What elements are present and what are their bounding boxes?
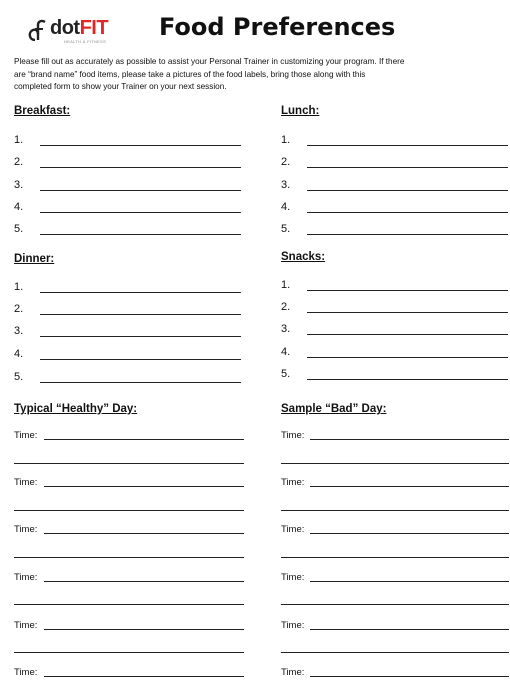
item-number: 1. [281, 279, 291, 291]
item-number: 4. [14, 348, 24, 360]
item-number: 5. [281, 368, 291, 380]
time-label: Time: [14, 477, 38, 488]
write-line[interactable] [307, 312, 508, 313]
time-line[interactable] [310, 581, 509, 582]
write-line[interactable] [40, 234, 241, 235]
write-line[interactable] [40, 359, 241, 360]
dinner-item-4[interactable] [14, 348, 242, 364]
time-label: Time: [281, 524, 305, 535]
write-line[interactable] [40, 145, 241, 146]
write-line[interactable] [307, 334, 508, 335]
item-number: 5. [14, 223, 24, 235]
time-line[interactable] [44, 439, 244, 440]
time-line[interactable] [310, 629, 509, 630]
lunch-item-3[interactable] [281, 179, 509, 195]
time-label: Time: [14, 430, 38, 441]
notes-line[interactable] [14, 463, 244, 464]
breakfast-item-3[interactable] [14, 179, 242, 195]
intro-paragraph [14, 56, 502, 94]
snacks-item-5[interactable] [281, 368, 509, 384]
healthy-time-row-1[interactable] [14, 430, 244, 444]
healthy-time-row-5[interactable] [14, 620, 244, 634]
item-number: 3. [14, 179, 24, 191]
notes-line[interactable] [14, 510, 244, 511]
item-number: 3. [281, 323, 291, 335]
dotfit-logo-mark-icon [27, 19, 49, 41]
notes-line[interactable] [281, 463, 509, 464]
write-line[interactable] [307, 212, 508, 213]
logo-tagline: HEALTH & FITNESS [64, 39, 107, 44]
breakfast-item-2[interactable] [14, 156, 242, 172]
logo-fit-text: FIT [79, 17, 109, 39]
dinner-item-2[interactable] [14, 303, 242, 319]
item-number: 2. [281, 301, 291, 313]
page-title: Food Preferences [159, 13, 396, 41]
lunch-item-2[interactable] [281, 156, 509, 172]
snacks-item-1[interactable] [281, 279, 509, 295]
time-line[interactable] [310, 439, 509, 440]
write-line[interactable] [40, 382, 241, 383]
notes-line[interactable] [14, 557, 244, 558]
dinner-heading: Dinner: [14, 253, 55, 265]
notes-line[interactable] [281, 557, 509, 558]
item-number: 3. [14, 325, 24, 337]
write-line[interactable] [40, 167, 241, 168]
item-number: 1. [281, 134, 291, 146]
intro-line-3: completed form to show your Trainer on your next session. [14, 82, 227, 91]
bad-time-row-4[interactable] [281, 572, 509, 586]
write-line[interactable] [307, 290, 508, 291]
notes-line[interactable] [281, 604, 509, 605]
bad-time-row-6[interactable] [281, 667, 509, 681]
item-number: 5. [281, 223, 291, 235]
write-line[interactable] [40, 336, 241, 337]
lunch-item-4[interactable] [281, 201, 509, 217]
item-number: 3. [281, 179, 291, 191]
notes-line[interactable] [281, 510, 509, 511]
write-line[interactable] [307, 379, 508, 380]
write-line[interactable] [40, 190, 241, 191]
time-label: Time: [14, 620, 38, 631]
lunch-item-5[interactable] [281, 223, 509, 239]
time-label: Time: [281, 667, 305, 678]
time-line[interactable] [44, 676, 244, 677]
item-number: 2. [14, 303, 24, 315]
breakfast-item-5[interactable] [14, 223, 242, 239]
item-number: 2. [281, 156, 291, 168]
time-line[interactable] [310, 486, 509, 487]
logo-dot-text: dot [50, 17, 80, 39]
healthy-time-row-6[interactable] [14, 667, 244, 681]
bad-time-row-5[interactable] [281, 620, 509, 634]
time-line[interactable] [44, 629, 244, 630]
logo-wordmark [50, 17, 108, 39]
dinner-item-3[interactable] [14, 325, 242, 341]
time-label: Time: [281, 477, 305, 488]
write-line[interactable] [40, 212, 241, 213]
notes-line[interactable] [281, 652, 509, 653]
lunch-item-1[interactable] [281, 134, 509, 150]
notes-line[interactable] [14, 652, 244, 653]
lunch-heading: Lunch: [281, 105, 320, 117]
notes-line[interactable] [14, 604, 244, 605]
item-number: 4. [281, 346, 291, 358]
item-number: 4. [281, 201, 291, 213]
dinner-item-5[interactable] [14, 371, 242, 387]
snacks-item-4[interactable] [281, 346, 509, 362]
healthy-time-row-2[interactable] [14, 477, 244, 491]
item-number: 1. [14, 134, 24, 146]
time-label: Time: [281, 430, 305, 441]
healthy-day-heading: Typical “Healthy” Day: [14, 403, 138, 415]
breakfast-item-4[interactable] [14, 201, 242, 217]
write-line[interactable] [307, 167, 508, 168]
snacks-item-3[interactable] [281, 323, 509, 339]
time-label: Time: [281, 572, 305, 583]
breakfast-item-1[interactable] [14, 134, 242, 150]
item-number: 1. [14, 281, 24, 293]
bad-time-row-2[interactable] [281, 477, 509, 491]
write-line[interactable] [307, 190, 508, 191]
time-label: Time: [14, 572, 38, 583]
write-line[interactable] [40, 314, 241, 315]
breakfast-heading: Breakfast: [14, 105, 71, 117]
write-line[interactable] [40, 292, 241, 293]
bad-time-row-1[interactable] [281, 430, 509, 444]
item-number: 5. [14, 371, 24, 383]
time-line[interactable] [310, 676, 509, 677]
write-line[interactable] [307, 234, 508, 235]
dotfit-logo [27, 17, 127, 45]
dinner-item-1[interactable] [14, 281, 242, 297]
intro-line-2: are “brand name” food items, please take a pictures of the food labels, bring those along with this [14, 69, 366, 79]
time-line[interactable] [310, 533, 509, 534]
write-line[interactable] [307, 357, 508, 358]
item-number: 2. [14, 156, 24, 168]
time-line[interactable] [44, 486, 244, 487]
healthy-time-row-4[interactable] [14, 572, 244, 586]
time-label: Time: [281, 620, 305, 631]
intro-line-1: Please fill out as accurately as possible to assist your Personal Trainer in customizing your program. If there [14, 57, 405, 66]
time-label: Time: [14, 524, 38, 535]
snacks-heading: Snacks: [281, 251, 326, 263]
time-label: Time: [14, 667, 38, 678]
write-line[interactable] [307, 145, 508, 146]
time-line[interactable] [44, 533, 244, 534]
snacks-item-2[interactable] [281, 301, 509, 317]
bad-time-row-3[interactable] [281, 524, 509, 538]
item-number: 4. [14, 201, 24, 213]
bad-day-heading: Sample “Bad” Day: [281, 403, 387, 415]
healthy-time-row-3[interactable] [14, 524, 244, 538]
time-line[interactable] [44, 581, 244, 582]
